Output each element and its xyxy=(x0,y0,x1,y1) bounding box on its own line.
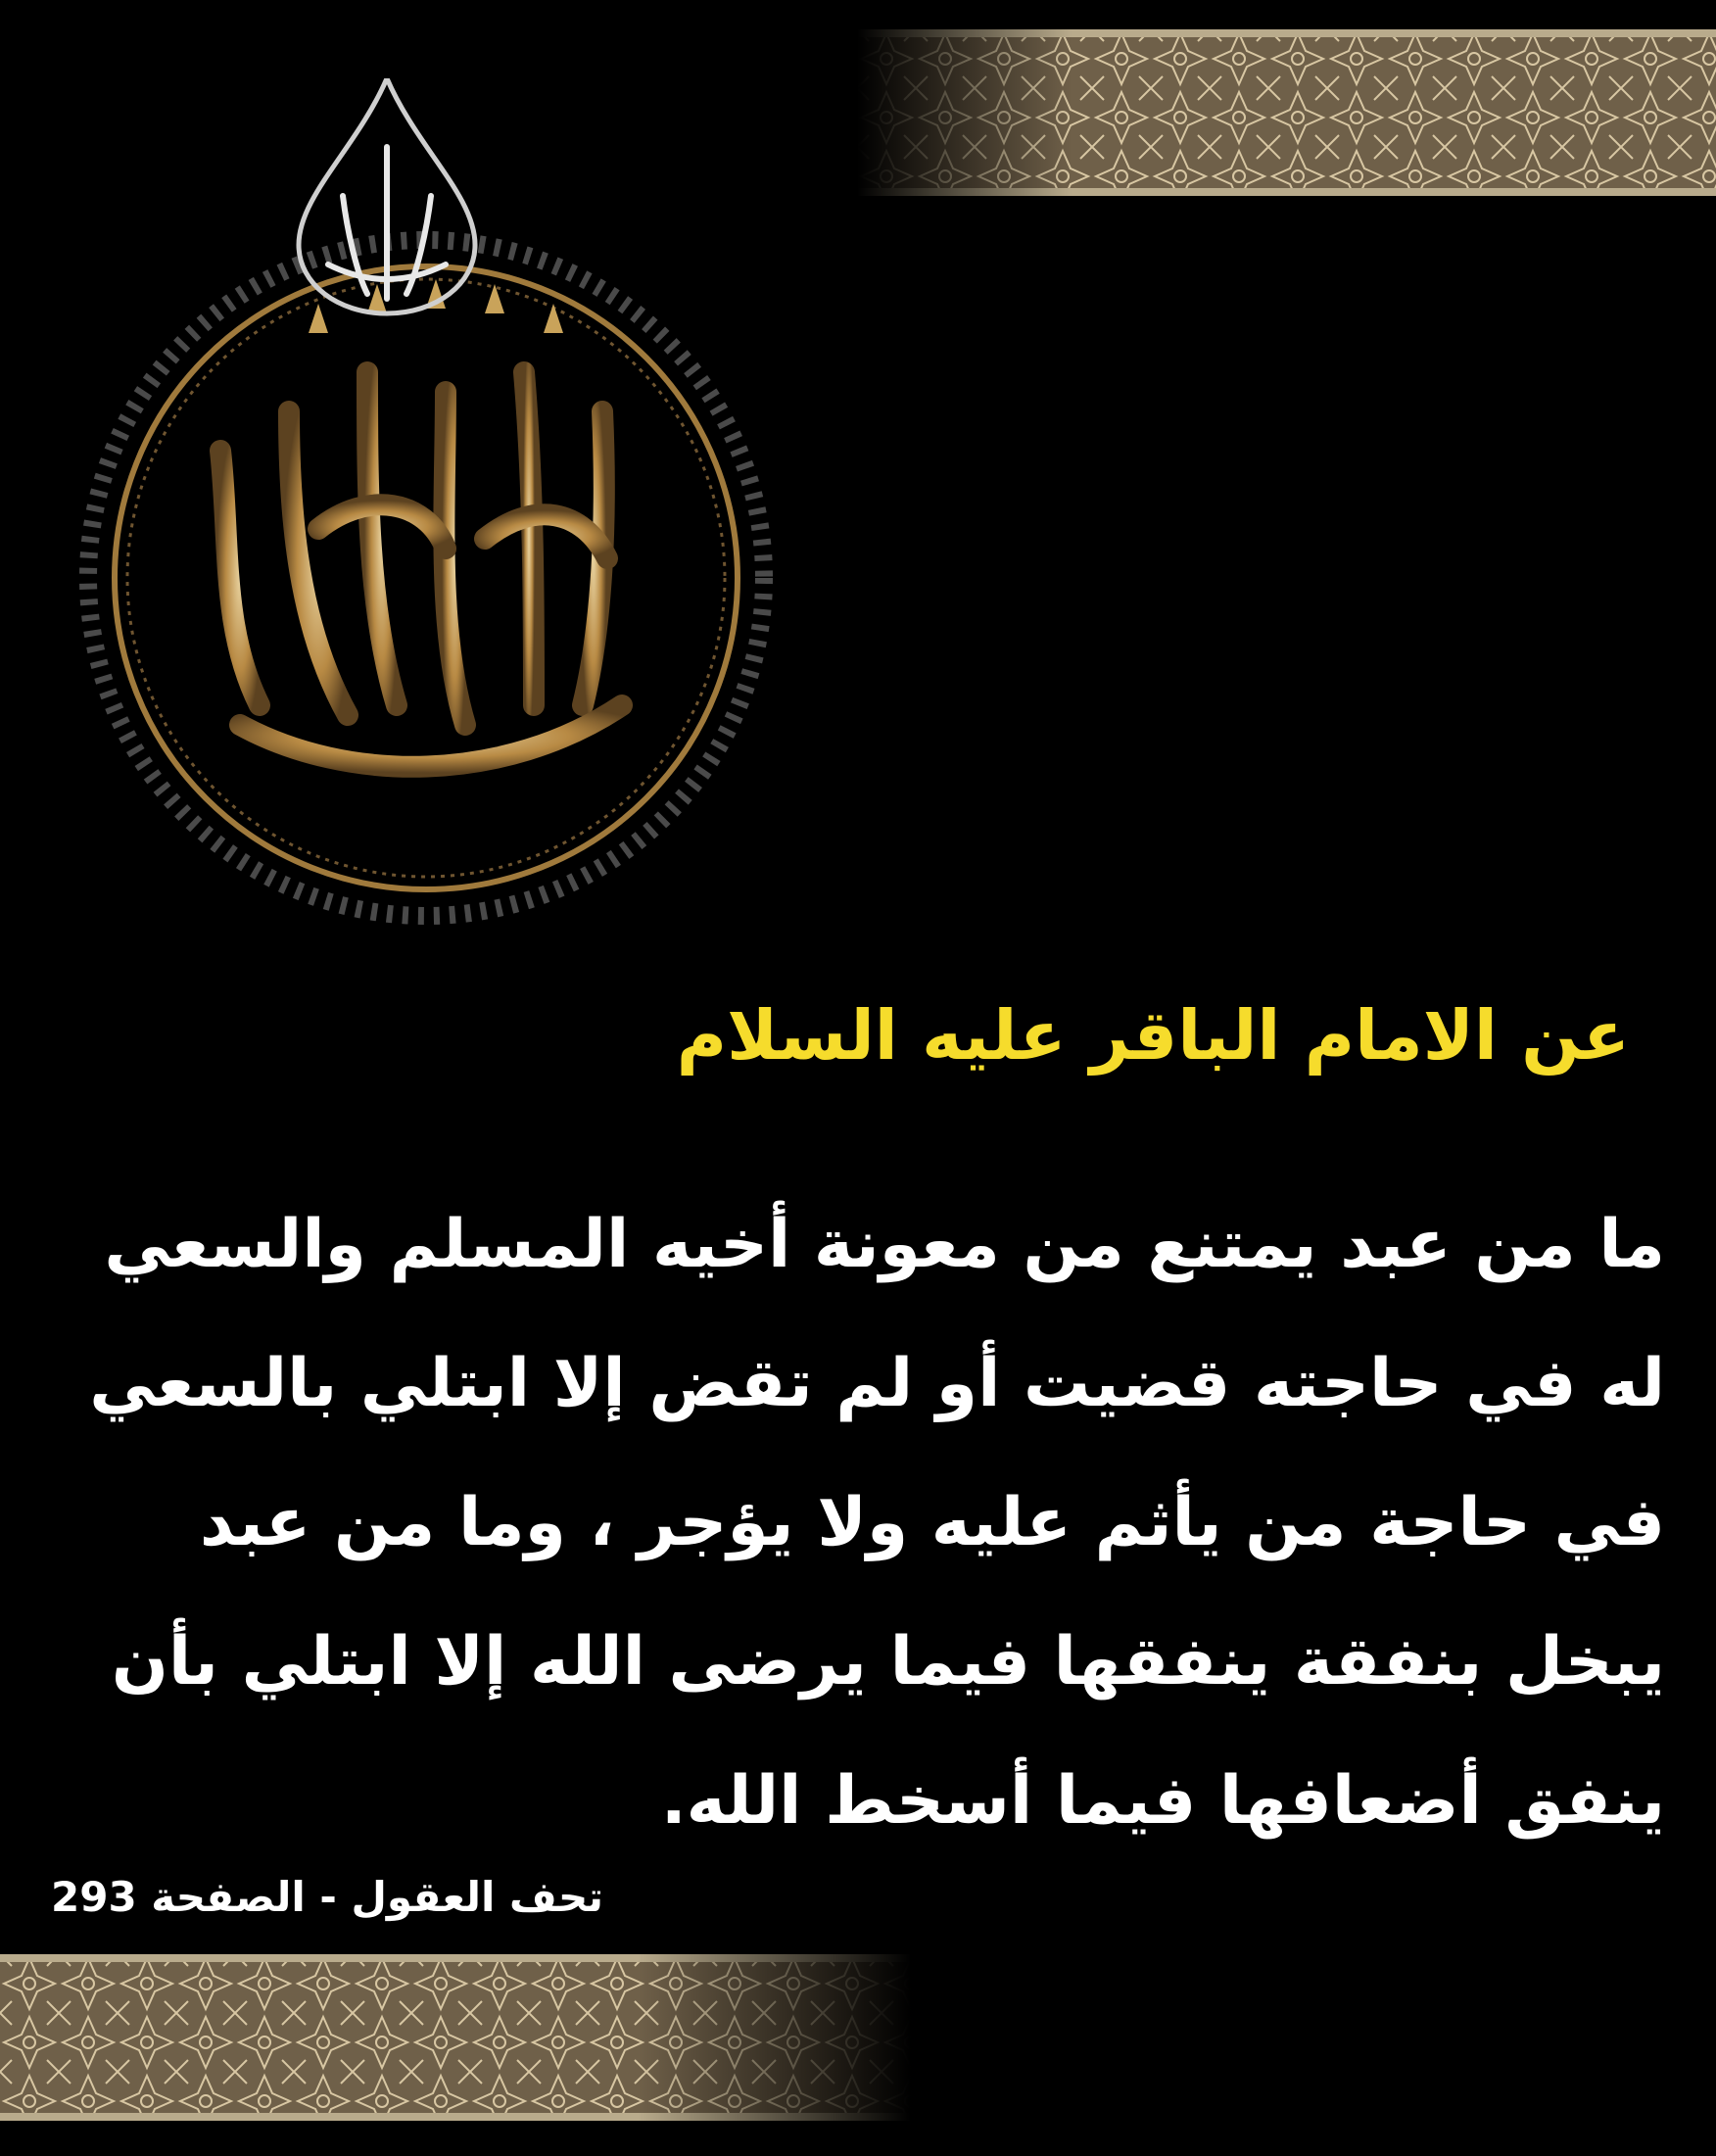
ornamental-band-top xyxy=(857,29,1716,196)
source-citation: تحف العقول - الصفحة 293 xyxy=(51,1873,604,1921)
heading-title: عن الامام الباقر عليه السلام xyxy=(676,995,1630,1076)
quote-line: ما من عبد يمتنع من معونة أخيه المسلم والسعي xyxy=(104,1206,1665,1283)
ornamental-band-bottom xyxy=(0,1954,911,2121)
quote-line: في حاجة من يأثم عليه ولا يؤجر ، وما من عبد xyxy=(199,1484,1665,1561)
geometric-pattern-icon xyxy=(857,29,1716,196)
quote-line: يبخل بنفقة ينفقها فيما يرضى الله إلا ابتلي بأن xyxy=(111,1623,1665,1701)
geometric-pattern-icon xyxy=(0,1954,911,2121)
calligraphy-emblem xyxy=(73,78,779,960)
calligraphy-medallion-icon xyxy=(73,78,779,960)
hadith-quote xyxy=(89,1175,1665,1871)
quote-line: له في حاجته قضيت أو لم تقض إلا ابتلي بالسعي xyxy=(89,1345,1665,1422)
quote-line: ينفق أضعافها فيما أسخط الله. xyxy=(660,1762,1665,1840)
